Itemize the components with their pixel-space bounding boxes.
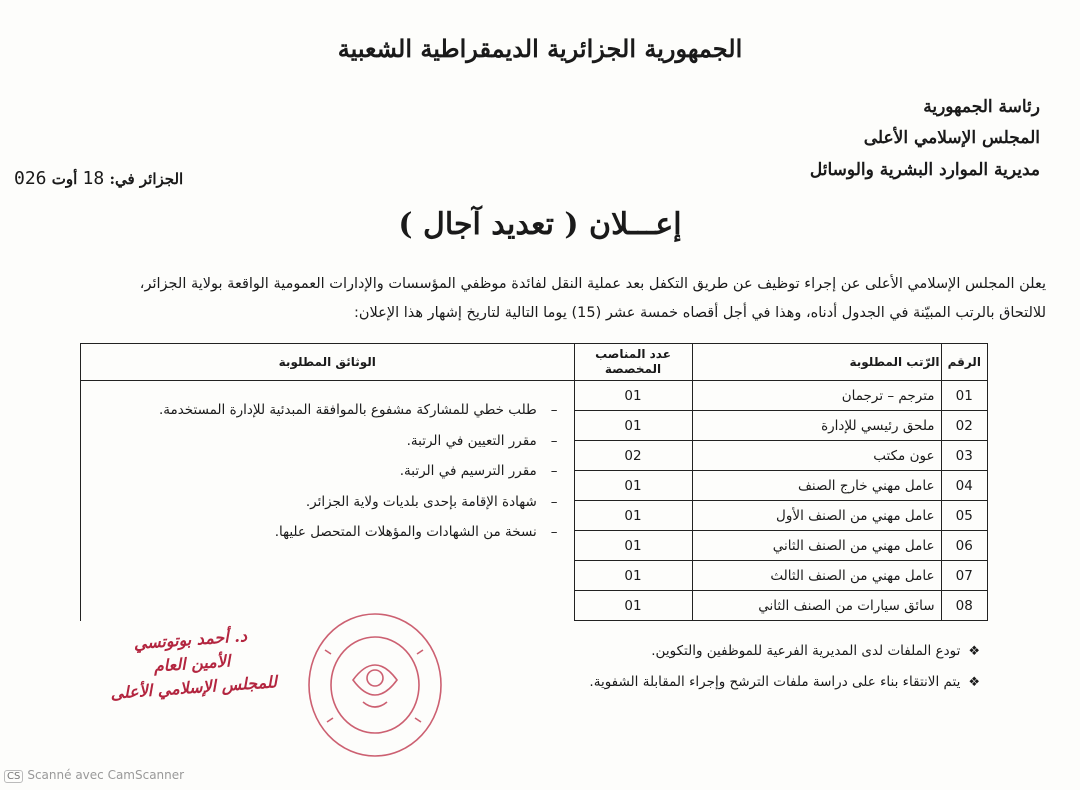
- row-count: 01: [574, 561, 692, 591]
- date-label: الجزائر في:: [109, 170, 184, 188]
- row-count: 01: [574, 591, 692, 621]
- row-count: 01: [574, 471, 692, 501]
- row-number: 02: [941, 411, 987, 441]
- diamond-bullet-icon: ❖: [968, 644, 980, 659]
- row-count: 01: [574, 411, 692, 441]
- row-number: 01: [941, 381, 987, 411]
- row-count: 02: [574, 441, 692, 471]
- row-rank: عون مكتب: [692, 441, 941, 471]
- row-number: 08: [941, 591, 987, 621]
- row-rank: سائق سيارات من الصنف الثاني: [692, 591, 941, 621]
- republic-heading: الجمهورية الجزائرية الديمقراطية الشعبية: [337, 34, 743, 63]
- row-count: 01: [574, 531, 692, 561]
- document-item: –مقرر التعيين في الرتبة.: [406, 432, 558, 449]
- row-number: 06: [941, 531, 987, 561]
- council-line: المجلس الإسلامي الأعلى: [863, 128, 1040, 148]
- document-item: –شهادة الإقامة بإحدى بلديات ولاية الجزائر.: [305, 493, 558, 510]
- header-number: الرقم: [941, 344, 987, 381]
- row-rank: مترجم – ترجمان: [692, 381, 941, 411]
- row-number: 05: [941, 501, 987, 531]
- announcement-intro: [36, 270, 1046, 328]
- issue-date: [14, 168, 183, 189]
- directorate-line: مديرية الموارد البشرية والوسائل: [809, 160, 1040, 180]
- signatory-body: للمجلس الإسلامي الأعلى: [109, 672, 278, 703]
- row-rank: عامل مهني من الصنف الثاني: [692, 531, 941, 561]
- signatory-name: د. أحمد بوتوتسي: [133, 626, 248, 653]
- note-item: ❖تودع الملفات لدى المديرية الفرعية للموظفين والتكوين.: [651, 643, 980, 659]
- header-rank: الرّتب المطلوبة: [692, 344, 941, 381]
- row-rank: عامل مهني خارج الصنف: [692, 471, 941, 501]
- date-day: 18: [82, 168, 105, 189]
- announcement-title: إعـــلان ( تعديد آجال ): [398, 207, 682, 242]
- row-number: 07: [941, 561, 987, 591]
- row-rank: ملحق رئيسي للإدارة: [692, 411, 941, 441]
- date-month: أوت: [51, 170, 78, 188]
- header-count: [574, 344, 692, 381]
- signature: [90, 621, 295, 707]
- table-row: [81, 381, 988, 411]
- document-item: –مقرر الترسيم في الرتبة.: [399, 463, 558, 479]
- header-count-line1: عدد المناصب: [595, 347, 671, 361]
- header-docs: الوثائق المطلوبة: [81, 344, 575, 381]
- table-header-row: [81, 344, 988, 381]
- row-count: 01: [574, 381, 692, 411]
- camscanner-logo-icon: CS: [4, 770, 23, 783]
- document-item: –طلب خطي للمشاركة مشفوع بالموافقة المبدئية للإدارة المستخدمة.: [158, 402, 558, 418]
- diamond-bullet-icon: ❖: [968, 675, 980, 690]
- row-count: 01: [574, 501, 692, 531]
- document-item: –نسخة من الشهادات والمؤهلات المتحصل عليها.: [274, 524, 558, 540]
- row-rank: عامل مهني من الصنف الأول: [692, 501, 941, 531]
- signatory-title: الأمين العام: [153, 651, 231, 676]
- presidency-line: رئاسة الجمهورية: [923, 97, 1040, 117]
- row-rank: عامل مهني من الصنف الثالث: [692, 561, 941, 591]
- watermark-text: Scanné avec CamScanner: [27, 768, 185, 782]
- note-item: ❖يتم الانتقاء بناء على دراسة ملفات الترشح وإجراء المقابلة الشفوية.: [589, 674, 980, 690]
- notes: [589, 636, 980, 698]
- date-year: 026: [14, 168, 47, 189]
- intro-line: يعلن المجلس الإسلامي الأعلى عن إجراء توظيف عن طريق التكفل بعد عملية النقل لفائدة موظفي المؤسسات والإدارات العمومية الواقعة بولاية الجزائر،: [139, 276, 1046, 292]
- required-documents: [81, 381, 575, 621]
- ranks-table: [80, 343, 988, 621]
- intro-line: للالتحاق بالرتب المبيّنة في الجدول أدناه، وهذا في أجل أقصاه خمسة عشر (15) يوما التالية لتاريخ إشهار هذا الإعلان:: [353, 305, 1046, 321]
- row-number: 04: [941, 471, 987, 501]
- header-count-line2: المخصصة: [604, 362, 662, 376]
- official-stamp: [305, 610, 445, 760]
- scanner-watermark: [4, 768, 184, 783]
- row-number: 03: [941, 441, 987, 471]
